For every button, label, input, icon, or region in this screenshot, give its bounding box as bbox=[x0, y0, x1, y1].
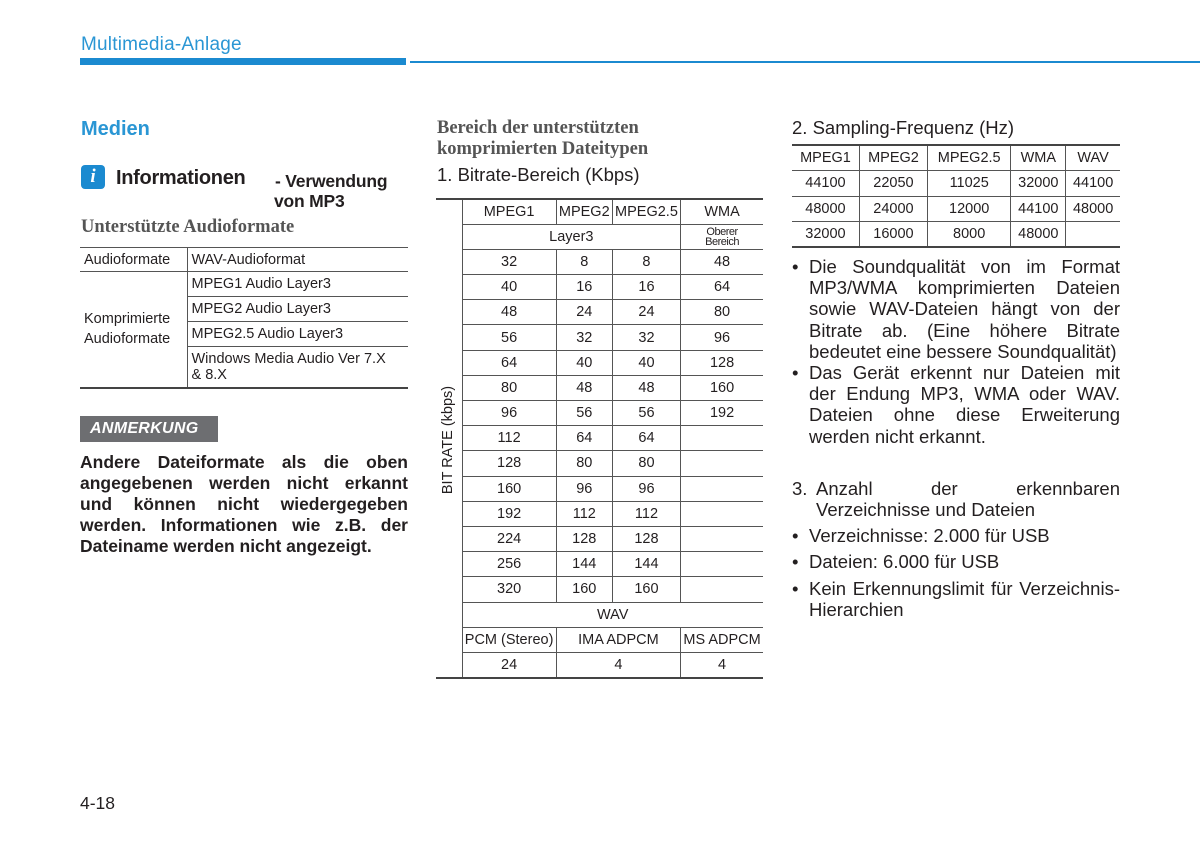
section-title: Medien bbox=[81, 118, 150, 140]
table-row bbox=[436, 350, 763, 375]
layer3-cell: Layer3 bbox=[462, 224, 681, 249]
section-number: 3. bbox=[792, 477, 808, 499]
table-cell: 8 bbox=[612, 249, 680, 274]
audio-formats-table bbox=[80, 247, 408, 389]
table-cell bbox=[187, 347, 408, 388]
table-cell: 96 bbox=[462, 401, 556, 426]
list-item bbox=[792, 551, 1120, 572]
bullet-dot: • bbox=[792, 551, 799, 573]
table-cell: 144 bbox=[612, 552, 680, 577]
table-cell: 160 bbox=[681, 375, 763, 400]
table-cell: 64 bbox=[612, 426, 680, 451]
table-cell: 16 bbox=[612, 275, 680, 300]
table-row bbox=[792, 196, 1120, 222]
table-cell: 24 bbox=[612, 300, 680, 325]
table-cell: 160 bbox=[612, 577, 680, 602]
table-cell: 16000 bbox=[859, 222, 927, 248]
table-row bbox=[436, 426, 763, 451]
table-cell bbox=[681, 451, 763, 476]
table-cell: 320 bbox=[462, 577, 556, 602]
table-cell: 16 bbox=[556, 275, 612, 300]
table-cell: 64 bbox=[681, 275, 763, 300]
wma-range-cell bbox=[681, 224, 763, 249]
bitrate-axis-label: BIT RATE (kbps) bbox=[440, 385, 456, 495]
wav-label-cell: WAV bbox=[462, 602, 763, 627]
table-cell: 24000 bbox=[859, 196, 927, 222]
table-cell: 192 bbox=[681, 401, 763, 426]
table-cell: 80 bbox=[681, 300, 763, 325]
table-row bbox=[436, 401, 763, 426]
table-cell bbox=[681, 526, 763, 551]
wav-header-cell: MS ADPCM bbox=[681, 627, 763, 652]
info-subtitle-line2: von MP3 bbox=[274, 191, 345, 211]
table-cell: 160 bbox=[462, 476, 556, 501]
table-cell: 8 bbox=[556, 249, 612, 274]
table-cell: 48 bbox=[556, 375, 612, 400]
table-cell: 40 bbox=[462, 275, 556, 300]
header-bar-thick bbox=[80, 58, 406, 65]
table-cell: 48000 bbox=[1066, 196, 1120, 222]
table-cell: 40 bbox=[612, 350, 680, 375]
bullet-dot: • bbox=[792, 256, 799, 277]
wav-header-cell: IMA ADPCM bbox=[556, 627, 680, 652]
bullet-text: Das Gerät erkennt nur Dateien mit der Endung MP3, WMA oder WAV. Dateien ohne diese Erweiterung werden nicht erkannt. bbox=[809, 362, 1120, 447]
sampling-label: 2. Sampling-Frequenz (Hz) bbox=[792, 117, 1015, 138]
wma-version-line1: Windows Media Audio Ver 7.X bbox=[191, 350, 386, 367]
table-row bbox=[792, 222, 1120, 248]
table-cell bbox=[681, 552, 763, 577]
table-cell bbox=[681, 426, 763, 451]
table-cell: 128 bbox=[462, 451, 556, 476]
table-cell: MPEG1 Audio Layer3 bbox=[187, 272, 408, 297]
table-cell: 44100 bbox=[792, 171, 859, 197]
table-header-cell: MPEG2.5 bbox=[612, 199, 680, 224]
table-cell bbox=[1066, 222, 1120, 248]
table-cell: 56 bbox=[612, 401, 680, 426]
table-cell: 48 bbox=[612, 375, 680, 400]
table-cell: 22050 bbox=[859, 171, 927, 197]
info-title: Informationen bbox=[116, 167, 246, 189]
table-cell: WAV-Audioformat bbox=[187, 248, 408, 272]
bitrate-table bbox=[436, 198, 763, 679]
table-cell: 11025 bbox=[928, 171, 1011, 197]
table-cell: 48000 bbox=[1011, 222, 1066, 248]
wma-range-line2: Bereich bbox=[705, 235, 739, 248]
list-item bbox=[792, 256, 1120, 362]
bullet-text: Die Soundqualität von im Format MP3/WMA komprimierten Dateien sowie WAV-Dateien hängt von der Bitrate ab. (Eine höhere Bitrate bedeutet eine bessere Soundqualität) bbox=[809, 256, 1120, 362]
table-cell: 56 bbox=[462, 325, 556, 350]
group-label-line2: Audioformate bbox=[84, 331, 171, 348]
note-text: Andere Dateiformate als die oben angegebenen werden nicht erkannt und können nicht wiedergegeben werden. Informationen wie z.B. der Dateiname werden nicht angezeigt. bbox=[80, 452, 408, 557]
table-cell: 80 bbox=[462, 375, 556, 400]
table-row bbox=[792, 171, 1120, 197]
info-subtitle-line1: - Verwendung bbox=[275, 171, 388, 191]
table-cell: 96 bbox=[681, 325, 763, 350]
table-row bbox=[436, 275, 763, 300]
table-cell: 112 bbox=[462, 426, 556, 451]
table-cell: 48 bbox=[681, 249, 763, 274]
bullet-text: Kein Erkennungslimit für Verzeichnis-Hierarchien bbox=[809, 577, 1120, 620]
list-item bbox=[792, 578, 1120, 620]
table-cell: MPEG2.5 Audio Layer3 bbox=[187, 322, 408, 347]
table-cell bbox=[681, 501, 763, 526]
table-cell: 192 bbox=[462, 501, 556, 526]
table-cell: 80 bbox=[556, 451, 612, 476]
table-row bbox=[436, 501, 763, 526]
numbered-heading bbox=[792, 478, 1120, 520]
chapter-title: Multimedia-Anlage bbox=[81, 34, 242, 55]
table-cell: 128 bbox=[556, 526, 612, 551]
table-cell: 24 bbox=[556, 300, 612, 325]
table-cell bbox=[681, 476, 763, 501]
wma-range-line1: Oberer bbox=[706, 225, 738, 238]
table-cell: 80 bbox=[612, 451, 680, 476]
table-cell: 96 bbox=[556, 476, 612, 501]
table-header-cell: MPEG2 bbox=[556, 199, 612, 224]
supported-types-heading: Bereich der unterstützten komprimierten Dateitypen bbox=[437, 118, 649, 159]
section-title-text: Anzahl der erkennbaren Verzeichnisse und Dateien bbox=[816, 477, 1120, 521]
table-header-cell: WMA bbox=[1011, 145, 1066, 171]
info-icon: i bbox=[81, 165, 105, 189]
table-cell: 32000 bbox=[792, 222, 859, 248]
table-cell: 8000 bbox=[928, 222, 1011, 248]
table-cell: 112 bbox=[556, 501, 612, 526]
table-cell: 32 bbox=[612, 325, 680, 350]
table-cell: 32 bbox=[556, 325, 612, 350]
table-cell: 128 bbox=[681, 350, 763, 375]
table-cell: 32 bbox=[462, 249, 556, 274]
wav-value-cell: 4 bbox=[556, 652, 680, 677]
table-cell: 48000 bbox=[792, 196, 859, 222]
table-cell: 144 bbox=[556, 552, 612, 577]
table-row bbox=[436, 325, 763, 350]
table-row bbox=[436, 476, 763, 501]
table-row bbox=[436, 375, 763, 400]
table-cell: 128 bbox=[612, 526, 680, 551]
bullet-text: Dateien: 6.000 für USB bbox=[809, 551, 1000, 573]
table-cell: Audioformate bbox=[80, 248, 187, 272]
table-cell: 44100 bbox=[1066, 171, 1120, 197]
table-cell: 96 bbox=[612, 476, 680, 501]
table-header-cell: WAV bbox=[1066, 145, 1120, 171]
wav-header-cell: PCM (Stereo) bbox=[462, 627, 556, 652]
table-row bbox=[436, 249, 763, 274]
table-cell: MPEG2 Audio Layer3 bbox=[187, 297, 408, 322]
bullet-text: Verzeichnisse: 2.000 für USB bbox=[809, 525, 1050, 547]
table-header-cell: MPEG2.5 bbox=[928, 145, 1011, 171]
bullet-dot: • bbox=[792, 362, 799, 384]
bullet-dot: • bbox=[792, 577, 799, 599]
table-cell: 112 bbox=[612, 501, 680, 526]
table-row bbox=[436, 526, 763, 551]
table-cell: 44100 bbox=[1011, 196, 1066, 222]
table-cell: 64 bbox=[556, 426, 612, 451]
table-row bbox=[436, 451, 763, 476]
table-cell: 64 bbox=[462, 350, 556, 375]
table-header-cell: MPEG1 bbox=[462, 199, 556, 224]
table-row bbox=[436, 300, 763, 325]
group-label-line1: Komprimierte bbox=[84, 311, 171, 328]
table-cell: 224 bbox=[462, 526, 556, 551]
table-cell: 256 bbox=[462, 552, 556, 577]
bitrate-label: 1. Bitrate-Bereich (Kbps) bbox=[437, 164, 640, 185]
table-cell: 48 bbox=[462, 300, 556, 325]
list-item bbox=[792, 362, 1120, 447]
bullet-dot: • bbox=[792, 525, 799, 547]
table-cell: 12000 bbox=[928, 196, 1011, 222]
list-item bbox=[792, 525, 1120, 546]
table-header-cell: WMA bbox=[681, 199, 763, 224]
wav-value-cell: 24 bbox=[462, 652, 556, 677]
note-badge: ANMERKUNG bbox=[80, 416, 218, 442]
table-row bbox=[436, 577, 763, 602]
table-cell bbox=[681, 577, 763, 602]
wma-version-line2: & 8.X bbox=[191, 366, 227, 383]
table-header-cell: MPEG1 bbox=[792, 145, 859, 171]
audio-formats-heading: Unterstützte Audioformate bbox=[81, 217, 295, 237]
table-row bbox=[436, 552, 763, 577]
table-cell: 160 bbox=[556, 577, 612, 602]
header-bar-thin bbox=[410, 61, 1200, 63]
table-cell: 56 bbox=[556, 401, 612, 426]
table-header-cell: MPEG2 bbox=[859, 145, 927, 171]
table-cell: 40 bbox=[556, 350, 612, 375]
sampling-table bbox=[792, 144, 1120, 248]
table-cell: 32000 bbox=[1011, 171, 1066, 197]
wav-value-cell: 4 bbox=[681, 652, 763, 677]
page-number: 4-18 bbox=[80, 793, 116, 813]
table-cell-group-label bbox=[80, 272, 187, 388]
notes-list bbox=[792, 256, 1120, 620]
